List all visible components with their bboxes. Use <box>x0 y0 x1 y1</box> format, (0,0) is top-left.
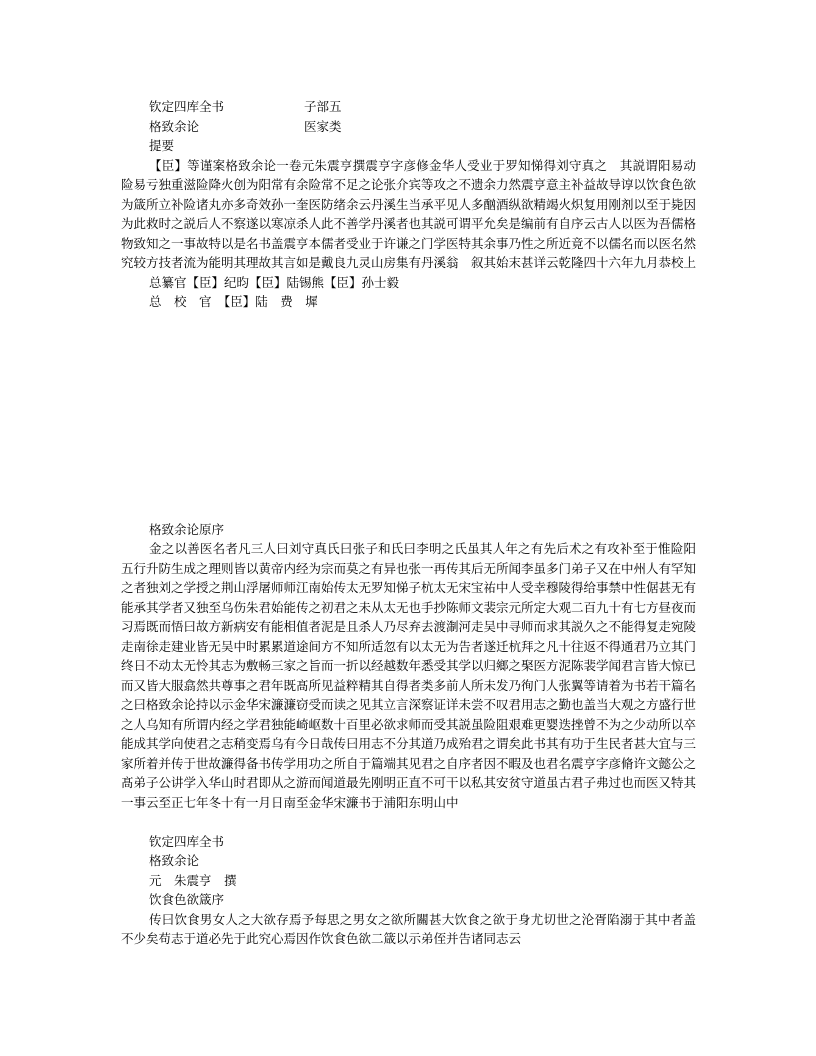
author-line: 元 朱震亨 撰 <box>149 872 237 888</box>
book-title: 钦定四库全书 <box>149 99 225 114</box>
summary-label: 提要 <box>149 138 175 153</box>
document-page <box>121 97 696 949</box>
preface-paragraph: 金之以善医名者凡三人曰刘守真氏曰张子和氏曰李明之氏虽其人年之有先后术之有攻补至于惟险阳五行升防生成之理则皆以黄帝内经为宗而莫之有异也张一再传其后无所闻李虽多门弟子又在中州人有罕知之者独刘之学授之荆山浮屠师师江南始传太无罗知悌子杭太无宋宝祐中人受幸穆陵得给事禁中性倨甚无有能承其学者又独至乌伤朱君始能传之初君之未从太无也手抄陈师文裴宗元所定大观二百九十有七方昼夜而习焉既而悟曰故方新病安有能相值者泥是且杀人乃尽弃去渡淛河走吴中寻师而求其説久之不能得复走宛陵走南徐走建业皆无吴中时累累道途间方不知所适忽有以太无为告者遂迁杭拜之凡十往返不得通君乃立其门终日不动太无怜其志为敷畅三家之旨而一折以经越数年悉受其学以归鄉之棸医方泥陈裴学闻君言皆大惊已而又皆大服翕然共尊事之君年既髙所见益粹精其自得者类多前人所未发乃徇门人张翼等请着为书若干篇名之曰格致余论持以示金华宋濂濂窃受而读之见其立言深察证详未尝不叹君用志之勤也盖当大观之方盛行世之人乌知有所谓内经之学君独能崎岖数十百里必欲求师而受其説虽险阻艰难更婴迭挫曾不为之少动所以卒能成其学向使君之志稍变焉乌有今日哉传曰用志不分其道乃成殆君之谓矣此书其有功于生民者甚大宜与三家所着并传于世故濂得备书传学用功之所自于篇端其见君之自序者因不暇及也君名震亨字彦脩许文懿公之髙弟子公讲学入华山时君即从之游而闻道最先刚明正直不可干以私其安贫守道虽古君子弗过也而医又特其一事云至正七年冬十有一月日南至金华宋濂书于浦阳东明山中 <box>121 541 697 810</box>
header2-title: 格致余论 <box>149 853 200 868</box>
work-subcategory: 医家类 <box>304 118 342 134</box>
header2-book: 钦定四库全书 <box>149 833 225 849</box>
header-line-2 <box>121 117 696 137</box>
summary-paragraph: 【臣】等谨案格致余论一卷元朱震亨撰震亨字彦修金华人受业于罗知悌得刘守真之 其説谓阳易动险易亏独重滋险降火创为阳常有余险常不足之论张介宾等攻之不遗余力然震亨意主补益故导谆以饮食色欲为箴所立补险诸丸亦多奇效孙一奎医防绪余云丹溪生当承平见人多酗酒纵欲精竭火炽复用刚剂以至于毙因为此救时之説后人不察遂以寒凉杀人此不善学丹溪者也其説可谓平允矣是编前有自序云古人以医为吾儒格物致知之一事故特以是名书盖震亨本儒者受业于许谦之门学医特其余事乃性之所近竟不以儒名而以医名然究较方技者流为能明其理故其言如是戴良九灵山房集有丹溪翁 叙其始末甚详云乾隆四十六年九月恭校上 <box>121 157 697 270</box>
officials-line-1: 总纂官【臣】纪昀【臣】陆锡熊【臣】孙士毅 <box>149 274 400 290</box>
section-gap <box>121 812 696 832</box>
book-category: 子部五 <box>304 99 342 114</box>
section-paragraph: 传曰饮食男女人之大欲存焉予每思之男女之欲所關甚大饮食之欲于身尤切世之沦胥陷溺于其中者盖不少矣苟志于道必先于此究心焉因作饮食色欲二箴以示弟侄并告诸同志云 <box>121 911 696 946</box>
officials-line-2: 总 校 官 【臣】陆 费 墀 <box>149 294 318 309</box>
work-title: 格致余论 <box>149 118 200 134</box>
preface-title: 格致余论原序 <box>149 521 225 537</box>
section-title: 饮食色欲箴序 <box>149 892 225 907</box>
header-line-1 <box>121 97 696 117</box>
blank-space <box>121 312 696 520</box>
